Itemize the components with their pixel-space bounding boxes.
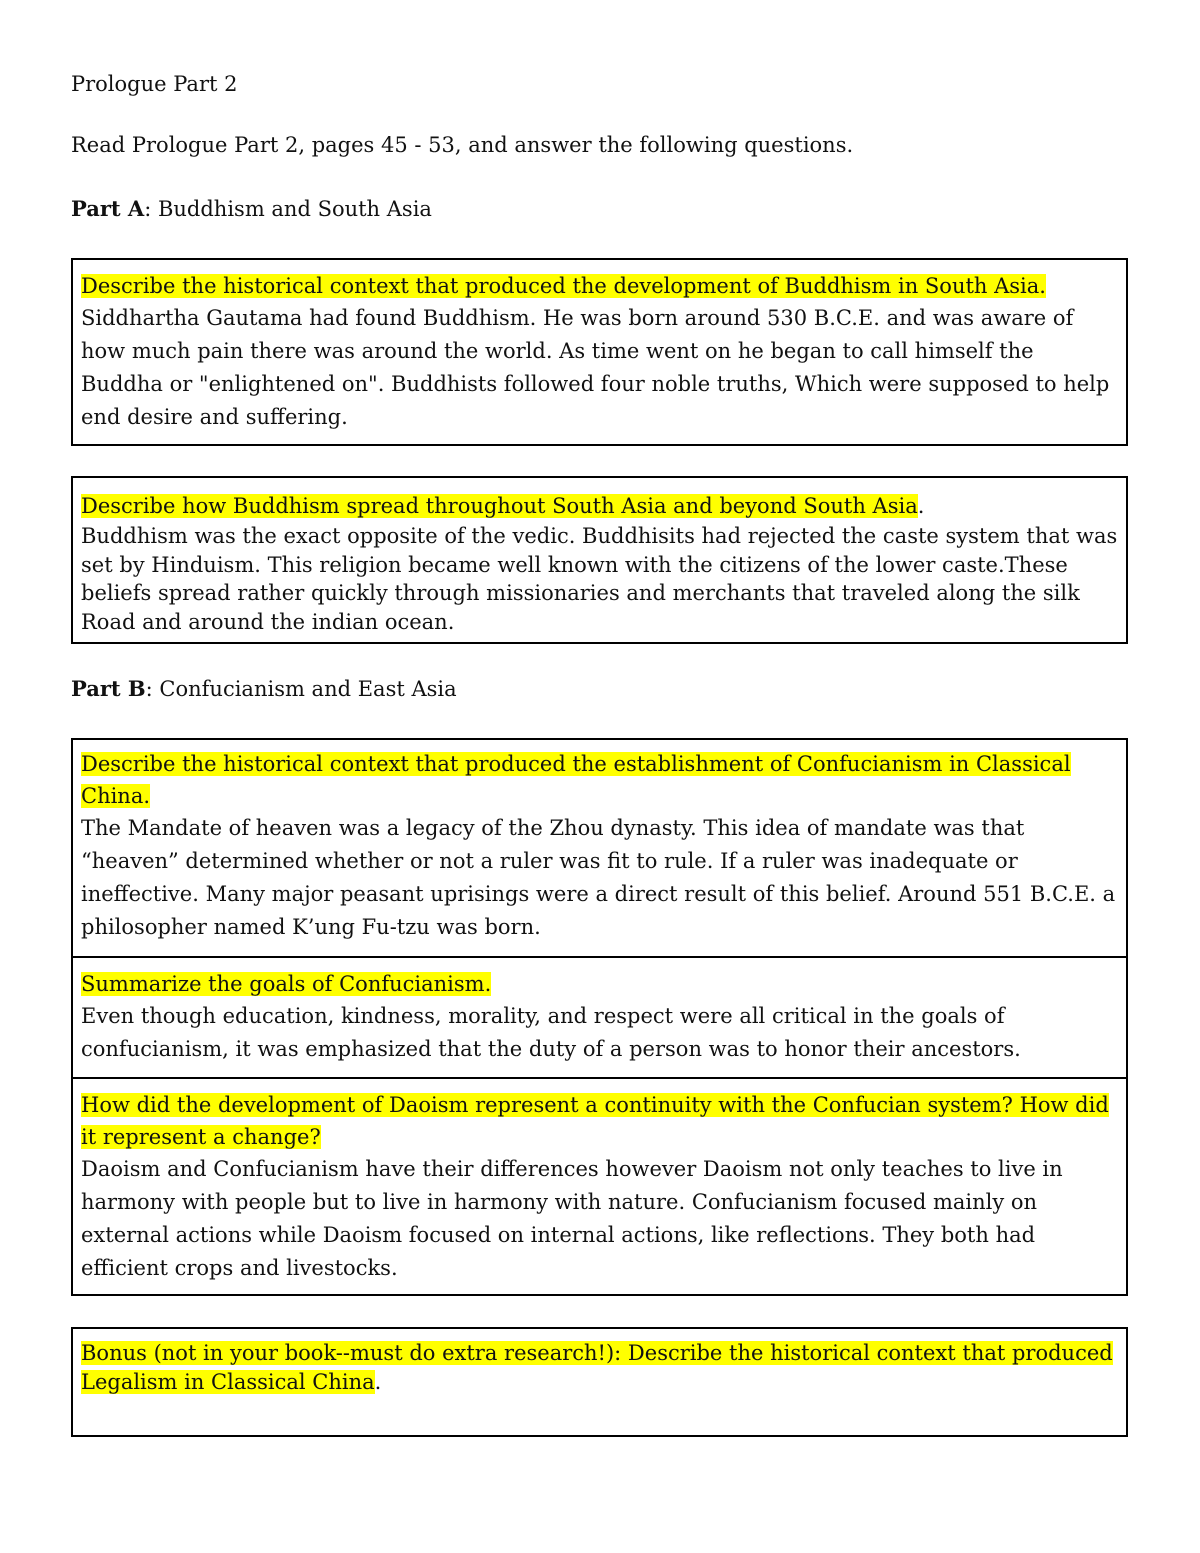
answer-text[interactable]: Buddhism was the exact opposite of the vedic. Buddhisits had rejected the caste system that was set by Hinduism. This religion became well known with the citizens of the lower caste.These beliefs spread rather quickly through missionaries and merchants that traveled along the silk Road and around the indian ocean.: [81, 524, 1118, 634]
part-b-label: Part B: [71, 676, 146, 701]
part-b-heading: [71, 676, 457, 702]
instructions-text: Read Prologue Part 2, pages 45 - 53, and answer the following questions.: [71, 133, 854, 157]
question-end-punctuation: .: [374, 1370, 382, 1394]
question-text: [81, 1339, 1118, 1397]
answer-text[interactable]: Siddhartha Gautama had found Buddhism. He was born around 530 B.C.E. and was aware of how much pain there was around the world. As time went on he began to call himself the Buddha or "enlightened on". Buddhists followed four noble truths, Which were supposed to help end desire and suffering.: [81, 306, 1110, 429]
answer-text[interactable]: Daoism and Confucianism have their differences however Daoism not only teaches to live in harmony with people but to live in harmony with nature. Confucianism focused mainly on external actions while Daoism focused on internal actions, like reflections. They both had efficient crops and livestocks.: [81, 1157, 1063, 1280]
part-a-heading: [71, 196, 432, 222]
question-end-punctuation: .: [917, 494, 925, 518]
highlighted-question: Describe the historical context that produced the development of Buddhism in South Asia.: [81, 274, 1046, 298]
answer-table-confucianism: [71, 738, 1128, 1296]
part-a-topic: : Buddhism and South Asia: [144, 197, 432, 221]
answer-cell: [73, 490, 1126, 636]
part-a-label: Part A: [71, 196, 145, 221]
highlighted-question: Summarize the goals of Confucianism.: [81, 972, 492, 996]
answer-cell: [73, 1339, 1126, 1397]
answer-box-buddhism-spread: [71, 476, 1128, 644]
highlighted-question: Bonus (not in your book--must do extra research!): Describe the historical context that produced Legalism in Classical China: [81, 1341, 1113, 1394]
question-text: [81, 748, 1118, 812]
answer-box-bonus-legalism: [71, 1327, 1128, 1437]
document-title: Prologue Part 2: [71, 72, 238, 96]
answer-cell: [73, 270, 1126, 434]
question-text: [81, 270, 1118, 302]
answer-text[interactable]: Even though education, kindness, morality, and respect were all critical in the goals of confucianism, it was emphasized that the duty of a person was to honor their ancestors.: [81, 1004, 1021, 1061]
question-text: [81, 1089, 1118, 1153]
question-text: [81, 968, 1118, 1000]
highlighted-question: Describe the historical context that produced the establishment of Confucianism in Classical China.: [81, 752, 1071, 808]
answer-box-buddhism-context: [71, 258, 1128, 446]
highlighted-question: How did the development of Daoism represent a continuity with the Confucian system? How did it represent a change?: [81, 1093, 1109, 1149]
answer-cell-daoism: [73, 1077, 1126, 1296]
highlighted-question: Describe how Buddhism spread throughout South Asia and beyond South Asia: [81, 494, 918, 518]
answer-cell-confucianism-context: [73, 748, 1126, 956]
answer-cell-confucianism-goals: [73, 956, 1126, 1077]
part-b-topic: : Confucianism and East Asia: [145, 677, 457, 701]
question-text: [81, 490, 1118, 522]
answer-text[interactable]: The Mandate of heaven was a legacy of the Zhou dynasty. This idea of mandate was that “heaven” determined whether or not a ruler was fit to rule. If a ruler was inadequate or ineffective. Many major peasant uprisings were a direct result of this belief. Around 551 B.C.E. a philosopher named K’ung Fu-tzu was born.: [81, 816, 1116, 939]
